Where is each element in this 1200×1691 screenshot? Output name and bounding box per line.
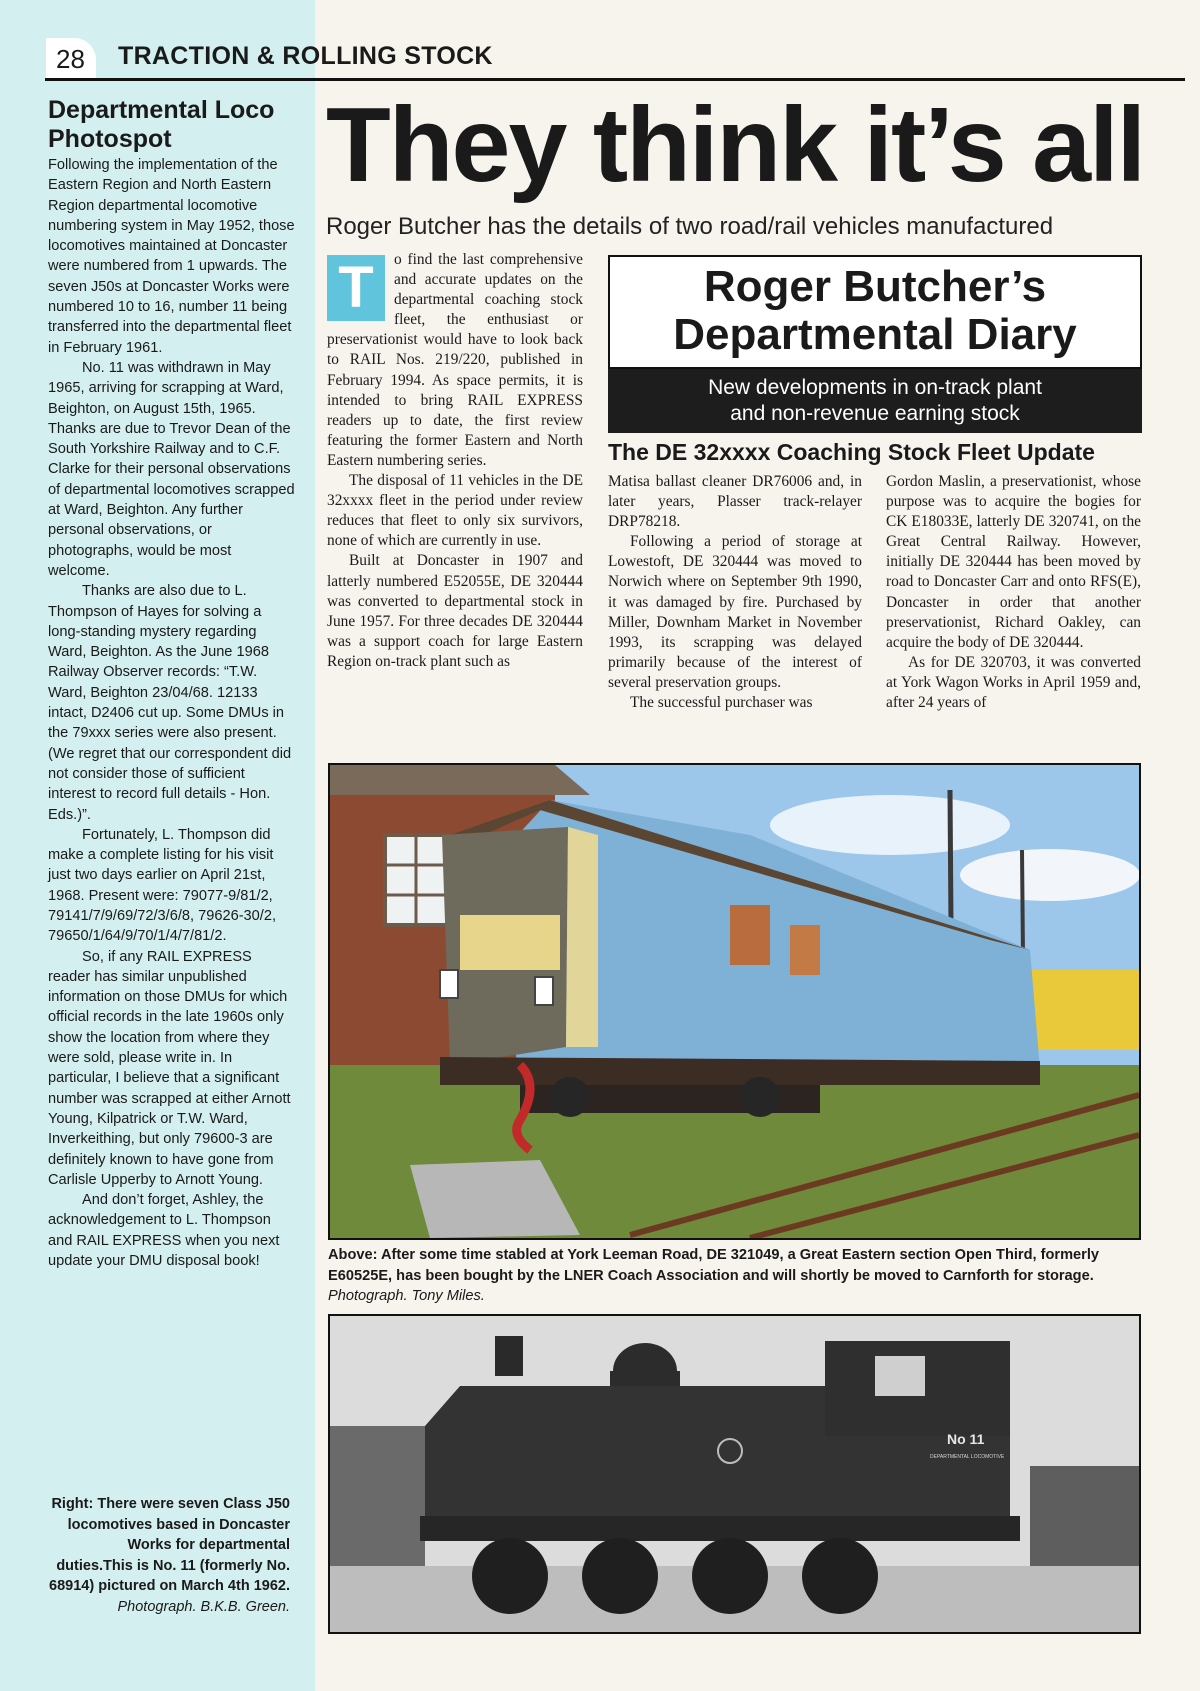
sidebar-caption-credit: Photograph. B.K.B. Green.	[117, 1598, 290, 1615]
coach-caption-text: Above: After some time stabled at York Leeman Road, DE 321049, a Great Eastern section Open Third, formerly E60525E, has been bought by the LNER Coach Association and will shortly be moved to Carnforth for storage.	[328, 1247, 1100, 1284]
coach-photo-caption	[328, 1245, 1141, 1307]
page-number: 28	[46, 38, 96, 80]
article-paragraph: Gordon Maslin, a preservationist, whose purpose was to acquire the bogies for CK E18033E, latterly DE 320741, on the Great Central Railway. However, initially DE 320444 has been moved by road to Doncaster Carr and onto RFS(E), Doncaster in order that another preservationist, Richard Oakley, can acquire the body of DE 320444.	[886, 473, 1141, 651]
diary-title-line: Roger Butcher’s	[703, 262, 1047, 311]
locomotive-photo-image	[330, 1316, 1139, 1632]
loco-number-marking: No 11	[947, 1431, 985, 1447]
sidebar-photo-caption	[48, 1494, 290, 1617]
sidebar-caption-text: Right: There were seven Class J50 locomotives based in Doncaster Works for departmental duties.This is No. 11 (formerly No. 68914) pictured on March 4th 1962.	[49, 1496, 290, 1594]
sidebar-title: Departmental Loco Photospot	[48, 96, 275, 153]
article-paragraph: The disposal of 11 vehicles in the DE 32xxxx fleet in the period under review reduces that fleet to only six survivors, none of which are currently in use.	[327, 472, 583, 550]
diary-subtitle-bar	[608, 369, 1142, 433]
article-paragraph: Built at Doncaster in 1907 and latterly numbered E52055E, DE 320444 was converted to departmental stock in June 1957. For three decades DE 320444 was a support coach for large Eastern Region on-track plant such as	[327, 552, 583, 670]
sidebar-paragraph: Following the implementation of the Eastern Region and North Eastern Region departmental locomotive numbering system in May 1952, those locomotives maintained at Doncaster were numbered from 1 upwards. The seven J50s at Doncaster Works were numbered 10 to 16, number 11 being transferred into the departmental fleet in February 1961.	[48, 157, 295, 356]
sidebar-paragraph: So, if any RAIL EXPRESS reader has similar unpublished information on those DMUs for which official records in the late 1960s only show the location from where they were sold, please write in. In particular, I believe that a significant number was scrapped at either Arnott Young, Kilpatrick or T.W. Ward, Inverkeithing, but only 79600-3 are definitely known to have gone from Carlisle Upperby to Arnott Young.	[48, 948, 291, 1188]
diary-title-box	[608, 255, 1142, 369]
locomotive-photo	[328, 1314, 1141, 1634]
article-paragraph-text: o find the last comprehensive and accurate updates on the departmental coaching stock fleet, the enthusiast or preservationist would have to look back to RAIL Nos. 219/220, published in February 1994. As space permits, it is intended to bring RAIL EXPRESS readers up to date, the first review featuring the former Eastern and North Eastern numbering series.	[327, 251, 583, 469]
coach-caption-credit: Photograph. Tony Miles.	[328, 1288, 485, 1304]
diary-subtitle-line: and non-revenue earning stock	[730, 402, 1020, 425]
sidebar-paragraph: Thanks are also due to L. Thompson of Hayes for solving a long-standing mystery regarding Ward, Beighton. As the June 1968 Railway Observer records: “T.W. Ward, Beighton 23/04/68. 12133 intact, D2406 cut up. Some DMUs in the 79xxx series were also present. (We regret that our correspondent did not consider those of sufficient interest to record full details - Hon. Eds.)”.	[48, 583, 292, 823]
article-column-1	[327, 250, 583, 672]
sidebar-paragraph: Fortunately, L. Thompson did make a complete listing for his visit just two days earlier on April 21st, 1968. Present were: 79077-9/81/2, 79141/7/9/69/72/3/6/8, 79626-30/2, 79650/1/64/9/70/1/4/7/81/2.	[48, 826, 277, 945]
sidebar-paragraph: No. 11 was withdrawn in May 1965, arriving for scrapping at Ward, Beighton, on August 15th, 1965. Thanks are due to Trevor Dean of the South Yorkshire Railway and to C.F. Clarke for their personal observations of departmental locomotives scrapped at Ward, Beighton. Any further personal observations, or photographs, would be most welcome.	[48, 359, 295, 579]
sidebar-paragraph: And don’t forget, Ashley, the acknowledgement to L. Thompson and RAIL EXPRESS when you next update your DMU disposal book!	[48, 1192, 280, 1270]
drop-cap: T	[327, 255, 385, 321]
article-column-2	[608, 472, 862, 713]
article-paragraph	[327, 250, 583, 471]
diary-subtitle-line: New developments in on-track plant	[708, 376, 1042, 399]
article-paragraph: As for DE 320703, it was converted at York Wagon Works in April 1959 and, after 24 years of	[886, 653, 1141, 712]
article-standfirst: Roger Butcher has the details of two road/rail vehicles manufactured	[326, 213, 1054, 240]
article-headline: They think it’s all	[326, 86, 1145, 204]
header-rule	[45, 78, 1185, 81]
section-title: TRACTION & ROLLING STOCK	[118, 42, 493, 70]
article-paragraph: Following a period of storage at Lowestoft, DE 320444 was moved to Norwich where on September 9th 1990, it was damaged by fire. Purchased by Miller, Downham Market in November 1993, its scrapping was delayed primarily because of the interest of several preservation groups.	[608, 533, 862, 691]
article-paragraph: Matisa ballast cleaner DR76006 and, in later years, Plasser track-relayer DRP78218.	[608, 473, 862, 531]
fleet-update-heading: The DE 32xxxx Coaching Stock Fleet Update	[608, 439, 1095, 465]
diary-title-line: Departmental Diary	[673, 310, 1077, 359]
article-paragraph: The successful purchaser was	[630, 694, 813, 712]
coach-photo	[328, 763, 1141, 1240]
sidebar-body	[48, 155, 296, 1271]
coach-photo-image	[330, 765, 1139, 1238]
article-column-3	[886, 472, 1141, 713]
loco-sub-marking: DEPARTMENTAL LOCOMOTIVE	[930, 1454, 1005, 1460]
